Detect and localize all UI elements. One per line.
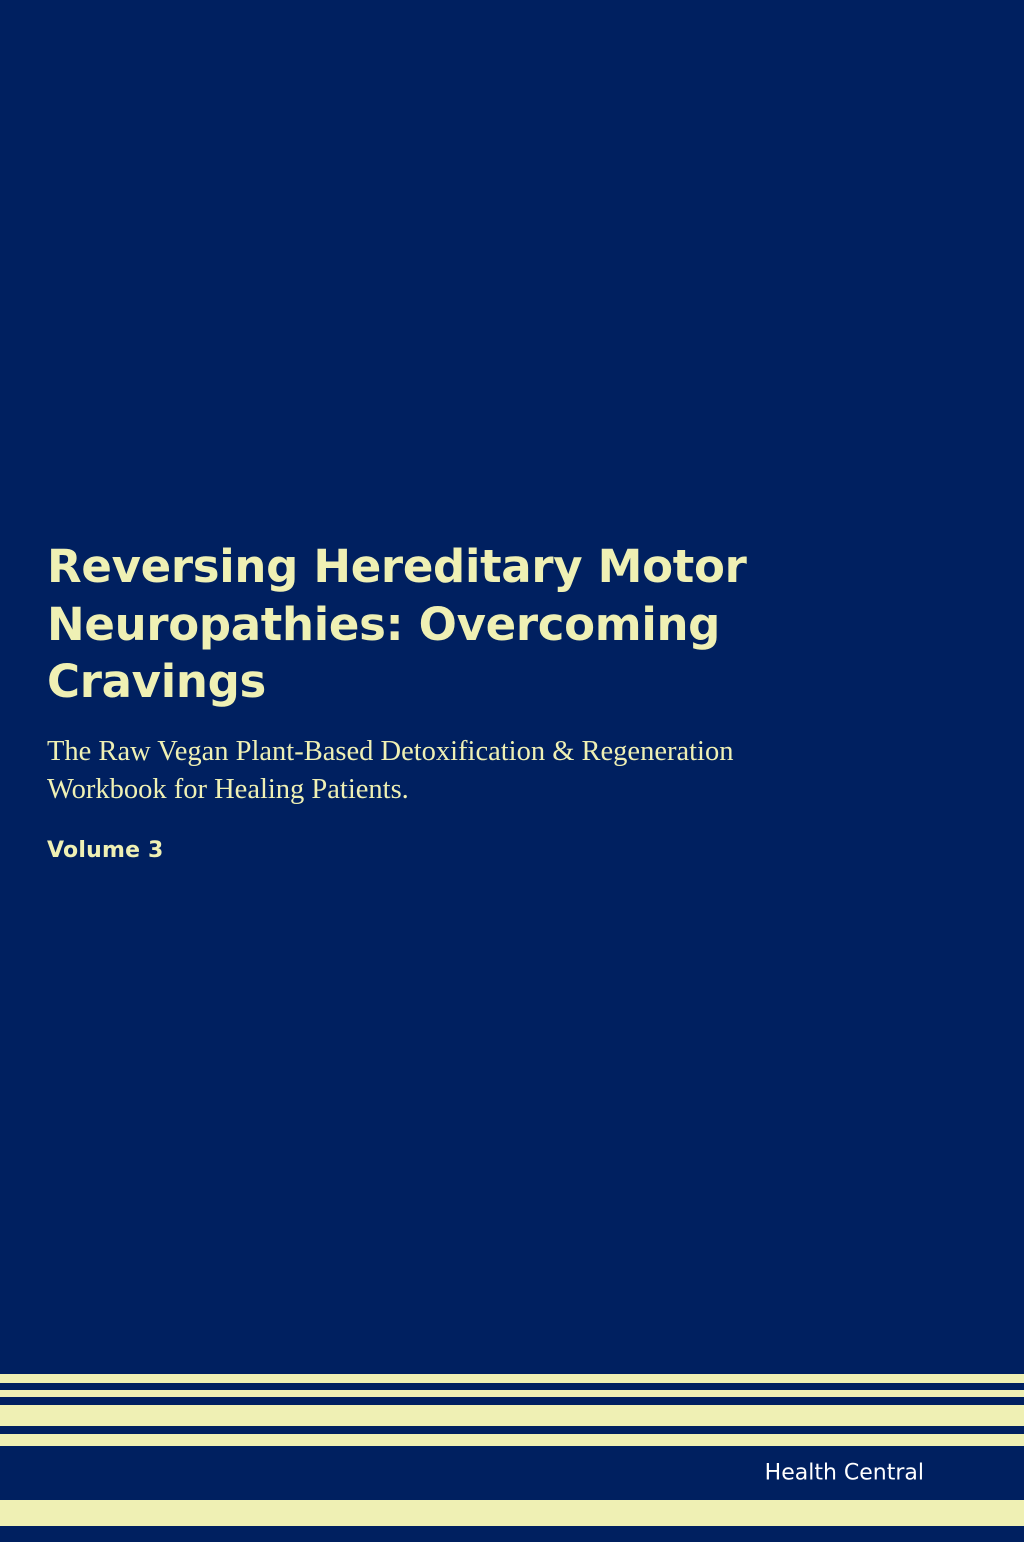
title-block [47,538,847,863]
stripe-dark-2 [0,1397,1024,1405]
stripe-light-5 [0,1500,1024,1526]
stripe-light-4 [0,1434,1024,1446]
stripe-dark-4 [0,1526,1024,1542]
book-subtitle: The Raw Vegan Plant-Based Detoxification & Regeneration Workbook for Healing Patients. [47,735,734,805]
page-title: Reversing Hereditary Motor Neuropathies: Overcoming Cravings [47,540,747,709]
stripe-light-1 [0,1374,1024,1383]
stripe-light-3 [0,1405,1024,1426]
stripe-dark-3 [0,1426,1024,1434]
stripe-light-2 [0,1390,1024,1397]
footer-stripes [0,1374,1024,1542]
publisher-bar [0,1446,1024,1500]
stripe-dark-1 [0,1383,1024,1390]
publisher-name: Health Central [764,1460,924,1486]
volume-label: Volume 3 [47,837,164,863]
